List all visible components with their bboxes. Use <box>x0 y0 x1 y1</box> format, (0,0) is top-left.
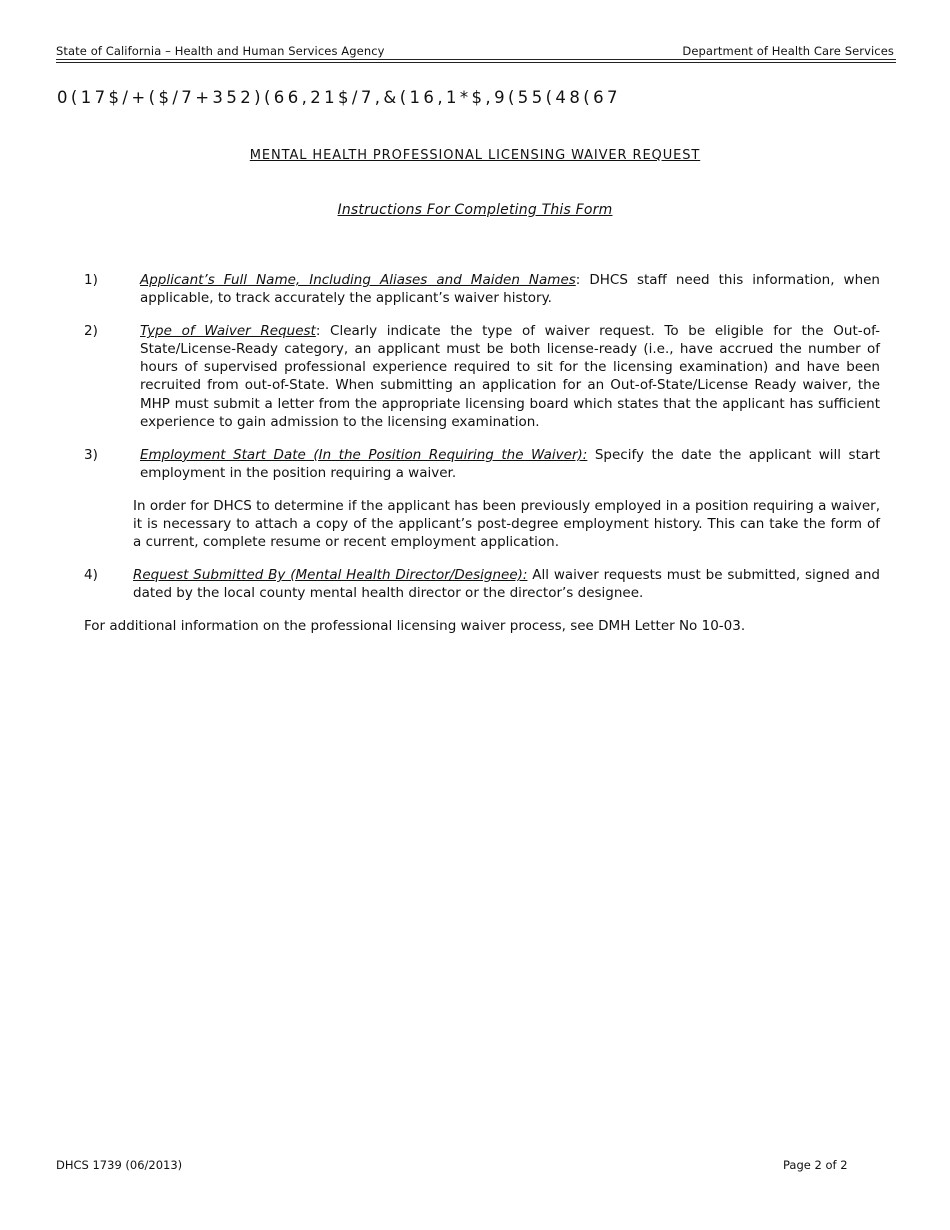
item-body: All waiver requests must be submitted, signed and dated by the local county mental health director or the director’s designee. <box>133 567 881 602</box>
item-text <box>133 566 880 602</box>
item-body: : Clearly indicate the type of waiver request. To be eligible for the Out-of-State/License-Ready category, an applicant must be both license-ready (i.e., have accrued the number of hours of supervised professional experience required to sit for the licensing examination) and have been recruited from out-of-State. When submitting an application for an Out-of-State/License Ready waiver, the MHP must submit a letter from the appropriate licensing board which states that the applicant has sufficient experience to gain admission to the licensing examination. <box>140 323 880 430</box>
instructions-heading <box>0 202 950 218</box>
instruction-item <box>84 322 880 431</box>
form-title-text: MENTAL HEALTH PROFESSIONAL LICENSING WAIVER REQUEST <box>249 148 701 163</box>
item-text <box>140 271 880 307</box>
instructions-heading-text: Instructions For Completing This Form <box>337 202 613 218</box>
item-body: : DHCS staff need this information, when applicable, to track accurately the applicant’s waiver history. <box>140 272 880 307</box>
form-number: DHCS 1739 (06/2013) <box>56 1158 183 1172</box>
encoded-title-line: 0(17$/+($/7+352)(66,21$/7,&(16,1*$,9(55(48(67 <box>57 88 621 107</box>
instruction-item <box>84 446 880 482</box>
header-rule-top <box>56 59 896 60</box>
item-number: 1) <box>84 272 98 288</box>
item3-detail-paragraph: In order for DHCS to determine if the applicant has been previously employed in a position requiring a waiver, it is necessary to attach a copy of the applicant’s post-degree employment history. This can take the form of a current, complete resume or recent employment application. <box>133 497 880 551</box>
form-title <box>0 148 950 163</box>
instruction-item <box>84 566 880 602</box>
page-number: Page 2 of 2 <box>783 1158 848 1172</box>
item-lead: Request Submitted By (Mental Health Director/Designee): <box>133 567 528 584</box>
closing-note: For additional information on the professional licensing waiver process, see DMH Letter No 10-03. <box>84 618 746 635</box>
item-number: 2) <box>84 323 98 340</box>
agency-name: State of California – Health and Human Services Agency <box>56 44 385 58</box>
item-number: 3) <box>84 446 98 463</box>
item-number: 4) <box>84 567 98 584</box>
item-lead: Type of Waiver Request <box>140 323 316 340</box>
item-text <box>140 446 880 482</box>
item-lead: Applicant’s Full Name, Including Aliases and Maiden Names <box>140 272 576 288</box>
instructions-body <box>84 271 880 636</box>
instruction-item <box>84 271 880 307</box>
item-body: Specify the date the applicant will start employment in the position requiring a waiver. <box>140 446 880 481</box>
department-name: Department of Health Care Services <box>682 44 894 58</box>
item-text <box>140 322 880 431</box>
item-lead: Employment Start Date (In the Position Requiring the Waiver): <box>140 446 588 463</box>
header-rule-bottom <box>56 62 896 63</box>
